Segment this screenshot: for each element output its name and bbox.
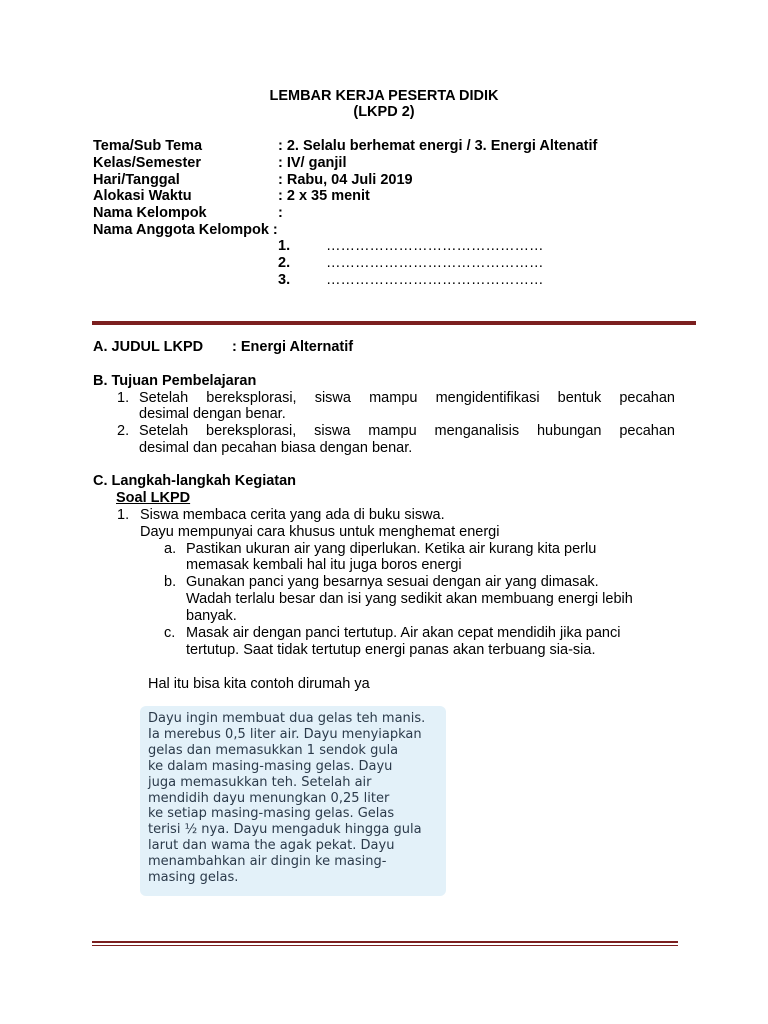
info-label: Alokasi Waktu <box>93 188 192 204</box>
section-c-subheading: Soal LKPD <box>116 490 191 506</box>
story-line: gelas dan memasukkan 1 sendok gula <box>148 742 399 758</box>
tip-letter: c. <box>164 625 176 641</box>
tip-line: Gunakan panci yang besarnya sesuai dengan air yang dimasak. <box>186 574 599 590</box>
section-a-value: : Energi Alternatif <box>232 339 354 355</box>
step-number: 1. <box>117 507 130 523</box>
member-blank: ……………………………………… <box>326 255 544 271</box>
page-title: LEMBAR KERJA PESERTA DIDIK <box>269 88 499 104</box>
story-line: Dayu ingin membuat dua gelas teh manis. <box>148 711 426 726</box>
objective-line: desimal dengan benar. <box>139 406 286 422</box>
story-line: menambahkan air dingin ke masing- <box>148 854 387 870</box>
step-intro: Dayu mempunyai cara khusus untuk menghemat energi <box>140 524 500 540</box>
story-box <box>140 706 446 896</box>
step-text: Siswa membaca cerita yang ada di buku siswa. <box>140 507 445 523</box>
story-line: Ia merebus 0,5 liter air. Dayu menyiapkan <box>148 726 422 742</box>
member-blank: ……………………………………… <box>326 272 544 288</box>
story-line: ke dalam masing-masing gelas. Dayu <box>148 758 393 774</box>
info-label: Tema/Sub Tema <box>93 138 203 154</box>
info-value: : 2 x 35 menit <box>278 188 370 204</box>
info-label: Hari/Tanggal <box>93 172 180 188</box>
closing-text: Hal itu bisa kita contoh dirumah ya <box>148 676 370 692</box>
info-label: Kelas/Semester <box>93 155 202 171</box>
story-line: larut dan wama the agak pekat. Dayu <box>148 838 395 854</box>
tip-line: tertutup. Saat tidak tertutup energi panas akan terbuang sia-sia. <box>186 642 596 658</box>
story-line: ke setiap masing-masing gelas. Gelas <box>148 806 395 822</box>
tip-letter: b. <box>164 574 177 590</box>
story-line: masing gelas. <box>148 870 239 886</box>
objective-line: Setelah bereksplorasi, siswa mampu mengidentifikasi bentuk pecahan <box>139 390 675 406</box>
divider-bottom <box>92 941 678 943</box>
member-blank: ……………………………………… <box>326 238 544 254</box>
objective-line: desimal dan pecahan biasa dengan benar. <box>139 440 413 456</box>
tip-line: Wadah terlalu besar dan isi yang sedikit akan membuang energi lebih <box>186 591 633 607</box>
objective-number: 1. <box>117 390 130 406</box>
section-b-heading: B. Tujuan Pembelajaran <box>93 373 257 389</box>
section-c-heading: C. Langkah-langkah Kegiatan <box>93 473 297 489</box>
tip-line: Pastikan ukuran air yang diperlukan. Ketika air kurang kita perlu <box>186 541 597 557</box>
divider-bottom-thin <box>92 945 678 946</box>
info-value: : 2. Selalu berhemat energi / 3. Energi Altenatif <box>278 138 598 154</box>
member-number: 1. <box>278 238 291 254</box>
tip-line: memasak kembali hal itu juga boros energi <box>186 557 462 573</box>
member-number: 2. <box>278 255 291 271</box>
tip-line: Masak air dengan panci tertutup. Air akan cepat mendidih jika panci <box>186 625 621 641</box>
section-a-heading: A. JUDUL LKPD <box>93 339 204 355</box>
info-label: Nama Anggota Kelompok : <box>93 222 278 238</box>
story-line: juga memasukkan teh. Setelah air <box>148 774 372 790</box>
tip-letter: a. <box>164 541 177 557</box>
info-value: : IV/ ganjil <box>278 155 347 171</box>
objective-number: 2. <box>117 423 130 439</box>
member-number: 3. <box>278 272 291 288</box>
info-value: : <box>278 205 283 221</box>
objective-line: Setelah bereksplorasi, siswa mampu menganalisis hubungan pecahan <box>139 423 675 439</box>
tip-line: banyak. <box>186 608 237 624</box>
info-value: : Rabu, 04 Juli 2019 <box>278 172 413 188</box>
story-line: terisi ½ nya. Dayu mengaduk hingga gula <box>148 822 422 838</box>
story-line: mendidih dayu menungkan 0,25 liter <box>148 790 390 806</box>
divider-top <box>92 321 696 325</box>
page-subtitle: (LKPD 2) <box>353 104 415 120</box>
info-label: Nama Kelompok <box>93 205 207 221</box>
